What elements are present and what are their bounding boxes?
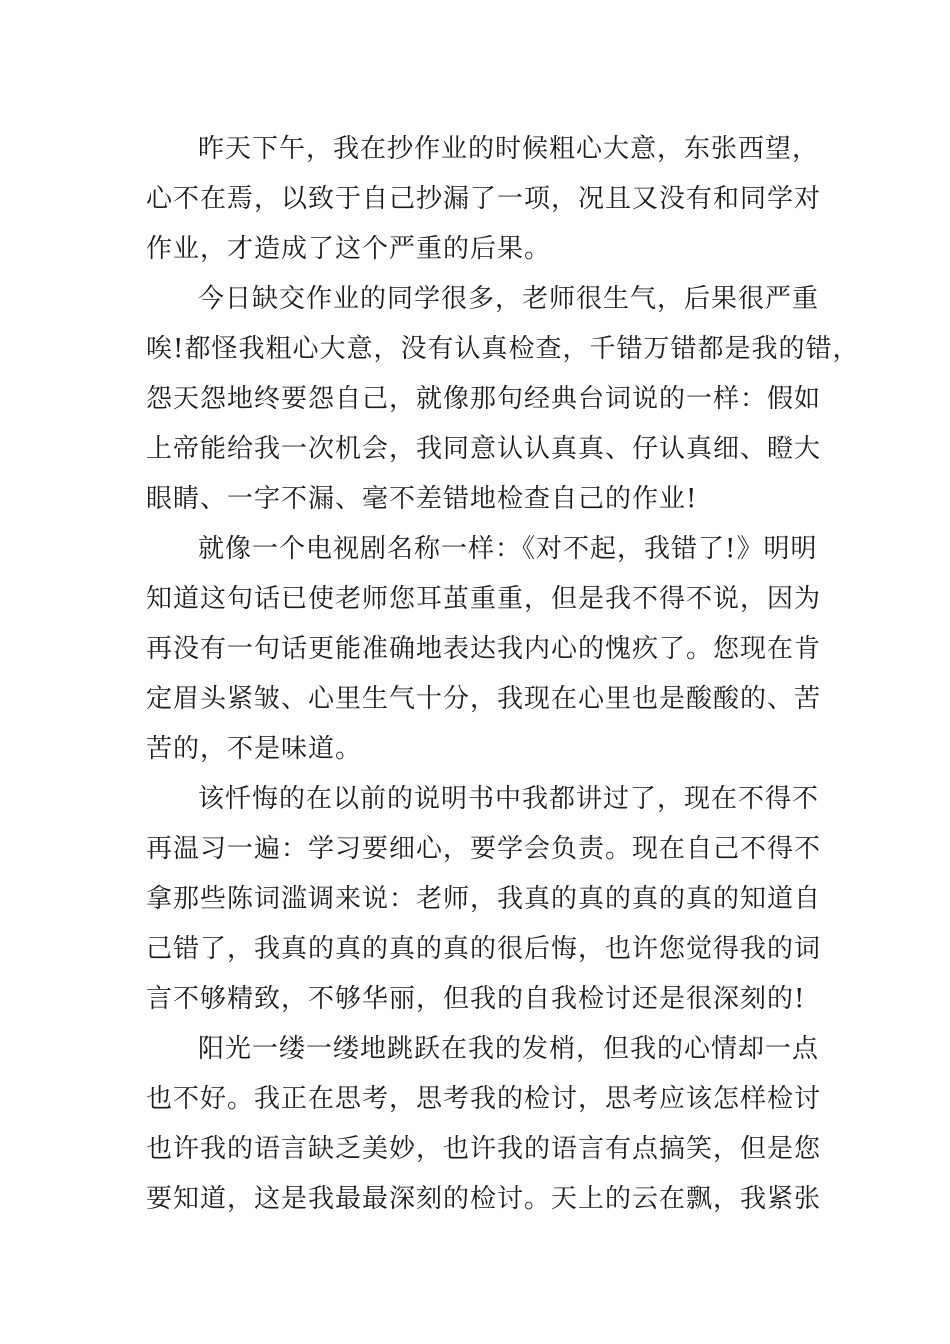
text-line: 拿那些陈词滥调来说：老师，我真的真的真的真的知道自 [146,884,822,914]
paragraph-1 [146,124,822,274]
paragraph-3 [146,524,822,774]
text-line: 作业，才造成了这个严重的后果。 [146,234,552,264]
paragraph-4 [146,774,822,1024]
text-line: 言不够精致，不够华丽，但我的自我检讨还是很深刻的! [146,984,806,1014]
text-line: 阳光一缕一缕地跳跃在我的发梢，但我的心情却一点 [198,1034,820,1064]
text-line: 眼睛、一字不漏、毫不差错地检查自己的作业! [146,484,698,514]
text-line: 就像一个电视剧名称一样：《对不起，我错了!》明明 [198,534,818,564]
text-line: 苦的，不是味道。 [146,734,363,764]
paragraph-5 [146,1024,822,1224]
text-line: 定眉头紧皱、心里生气十分，我现在心里也是酸酸的、苦 [146,684,822,714]
text-line: 唉!都怪我粗心大意，没有认真检查，千错万错都是我的错， [146,334,860,364]
paragraph-2 [146,274,860,524]
text-line: 己错了，我真的真的真的真的很后悔，也许您觉得我的词 [146,934,822,964]
text-line: 心不在焉，以致于自己抄漏了一项，况且又没有和同学对 [146,184,822,214]
text-line: 怨天怨地终要怨自己，就像那句经典台词说的一样：假如 [146,384,822,414]
text-line: 今日缺交作业的同学很多，老师很生气，后果很严重 [198,284,820,314]
text-line: 也许我的语言缺乏美妙，也许我的语言有点搞笑，但是您 [146,1134,822,1164]
text-line: 昨天下午，我在抄作业的时候粗心大意，东张西望， [198,134,820,164]
text-line: 上帝能给我一次机会，我同意认认真真、仔认真细、瞪大 [146,434,822,464]
document-body [146,124,860,1224]
text-line: 再温习一遍：学习要细心，要学会负责。现在自己不得不 [146,834,822,864]
text-line: 也不好。我正在思考，思考我的检讨，思考应该怎样检讨 [146,1084,822,1114]
text-line: 该忏悔的在以前的说明书中我都讲过了，现在不得不 [198,784,820,814]
text-line: 再没有一句话更能准确地表达我内心的愧疚了。您现在肯 [146,634,822,664]
text-line: 要知道，这是我最最深刻的检讨。天上的云在飘，我紧张 [146,1184,822,1214]
text-line: 知道这句话已使老师您耳茧重重，但是我不得不说，因为 [146,584,822,614]
